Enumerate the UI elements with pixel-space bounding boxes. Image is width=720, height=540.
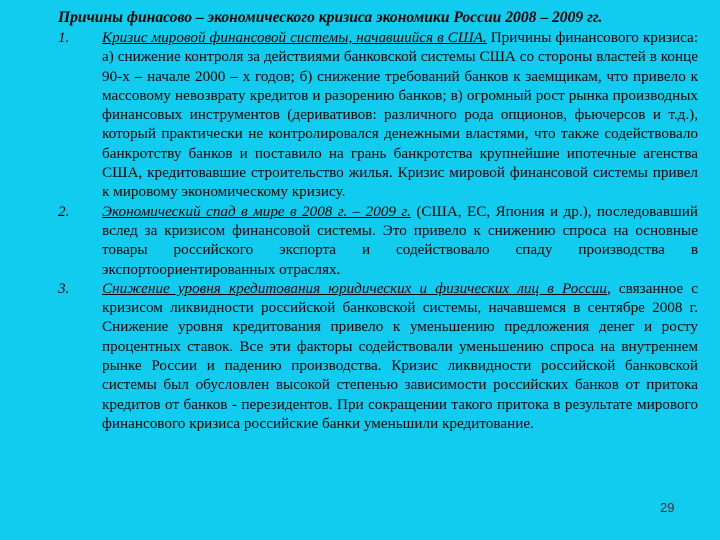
item-number: 1. [58, 29, 70, 46]
item-lead: Кризис мировой финансовой системы, начавшийся в США. [102, 29, 487, 46]
list-item-2 [58, 202, 698, 279]
item-number: 2. [58, 202, 70, 220]
item-body: (США, ЕС, Япония и др.), последовавший вслед за кризисом финансовой системы. Это привело к снижению спроса на основные товары российского экспорта и содействовало спаду производства в экспортоориентированных отраслях. [102, 202, 698, 278]
item-lead: Снижение уровня кредитования юридических и физических лиц в России [102, 279, 607, 297]
item-text [102, 28, 698, 202]
item-text [102, 202, 698, 279]
item-body: , связанное с кризисом ликвидности российской банковской системы, начавшемся в сентябре 2008 г. Снижение уровня кредитования привело к уменьшению предложения денег и росту процентных ставок. Все эти факторы содействовали уменьшению спроса на внутреннем рынке России и падению производства. Кризис ликвидности российской банковской системы был обусловлен высокой степенью зависимости российских банков от притока кредитов от банков - перезидентов. При сокращении такого притока в результате мирового финансового кризиса российские банки уменьшили кредитование. [102, 279, 698, 432]
page-number: 29 [660, 500, 675, 515]
item-lead: Экономический спад в мире в 2008 г. – 2009 г. [102, 202, 411, 220]
item-text [102, 279, 698, 433]
list-item-1 [58, 28, 698, 202]
slide-title: Причины финасово – экономического кризиса экономики России 2008 – 2009 гг. [58, 9, 603, 26]
item-number: 3. [58, 279, 70, 297]
list-item-3 [58, 279, 698, 433]
item-body: Причины финансового кризиса: а) снижение контроля за действиями банковской системы США со стороны властей в конце 90-х – начале 2000 – х годов; б) снижение требований банков к заемщикам, что привело к массовому невозврату кредитов и разорению банков; в) огромный рост рынка производных финансовых инструментов (деривативов: различного рода опционов, фьючерсов и т.д.), который практически не контролировался денежными властями, что также содействовало банкротству банков и поставило на грань банкротства крупнейшие ипотечные агенства США, кредитовавшие строительство жилья. Кризис мировой финансовой системы привел к мировому экономическому кризису. [102, 29, 698, 201]
numbered-list [58, 28, 698, 433]
